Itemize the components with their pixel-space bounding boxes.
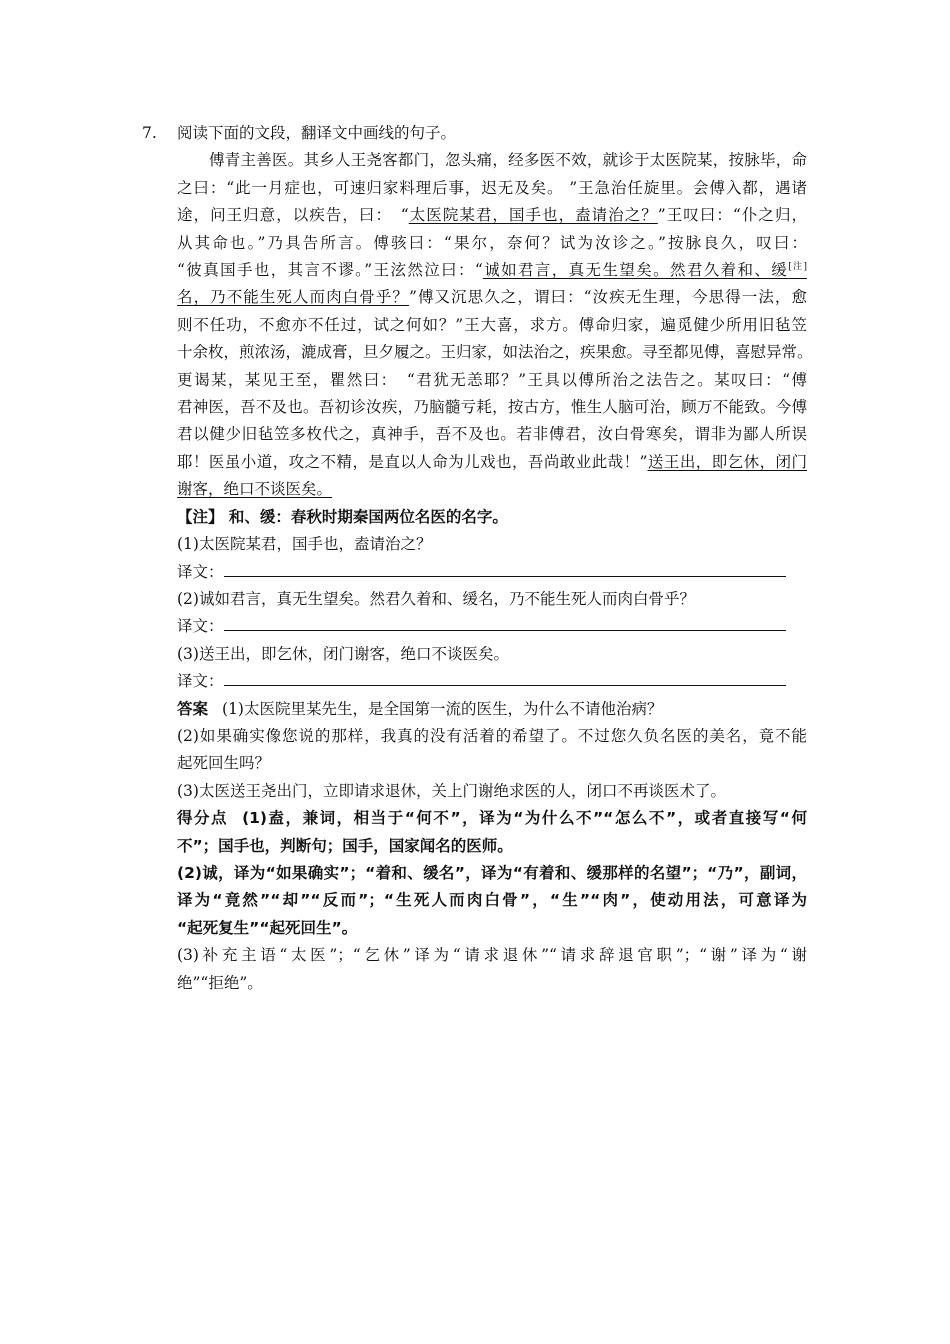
passage-line: 名，乃不能生死人而肉白骨乎？”傅又沉思久之，谓曰：“汝疾无生理，今思得一法，愈 [177,288,807,307]
question-content [177,120,813,997]
underlined-sentence-2: 诚如君言，真无生望矣。然君久着和、缓[注] [482,261,807,280]
passage-line: “彼真国手也，其言不谬。”王泫然泣曰：“诚如君言，真无生望矣。然君久着和、缓[注] [177,261,807,280]
passage-line [177,476,807,503]
underlined-sentence-2-cont: 名，乃不能生死人而肉白骨乎？ [177,288,409,307]
passage-line: 君以健少旧毡笠多枚代之，真神手，吾不及也。若非傅君，汝白骨寒矣，谓非为鄙人所误 [177,425,807,444]
scoring-1: 得分点 (1)盍，兼词，相当于“何不”，译为“为什么不”“怎么不”，或者直接写“何 [177,809,807,828]
passage-line: 之曰：“此一月症也，可速归家料理后事，迟无及矣。 ”王急治任旋里。会傅入都，遇诸 [177,178,807,197]
passage-line: 则不任功，不愈亦不任过，试之何如？”王大喜，求方。傅命归家，遍觅健少所用旧毡笠 [177,315,807,334]
scoring-2: (2)诚，译为“如果确实”；“着和、缓名”，译为“有着和、缓那样的名望”；“乃”，副词， [177,863,807,882]
answer-3: (3)太医送王尧出门，立即请求退休，关上门谢绝求医的人，闭口不再谈医术了。 [177,781,726,800]
answer-blank-2[interactable] [224,616,786,631]
passage-line: 耶！医虽小道，攻之不精，是直以人命为儿戏也，吾尚敢业此哉！”送王出，即乞休，闭门 [177,452,807,471]
scoring-label: 得分点 [177,809,229,828]
scoring-2-cont: 译为“竟然”“却”“反而”；“生死人而肉白骨”，“生”“肉”，使动用法，可意译为 [177,891,807,910]
answer-blank-1[interactable] [224,562,786,577]
answer-blank-3[interactable] [224,671,786,686]
translation-row-3: 译文： [177,668,807,695]
item-question-2: (2)诚如君言，真无生望矣。然君久着和、缓名，乃不能生死人而肉白骨乎？ [177,589,695,608]
answer-1: 答案 (1)太医院里某先生，是全国第一流的医生，为什么不请他治病？ [177,699,663,718]
passage-line: 从其命也。”乃具告所言。傅骇曰：“果尔，奈何？试为汝诊之。”按脉良久，叹曰： [177,233,807,252]
answer-2-cont: 起死回生吗？ [177,754,271,773]
underlined-sentence-1: 太医院某君，国手也，盍请治之？ [408,206,658,225]
translation-row-1: 译文： [177,559,807,586]
footnote: 【注】 和、缓：春秋时期秦国两位名医的名字。 [177,507,508,526]
scoring-2-cont2: “起死复生”“起死回生”。 [177,918,358,937]
passage-line: 十余枚，煎浓汤，漉成膏，旦夕履之。王归家，如法治之，疾果愈。寻至都见傅，喜慰异常。 [177,343,813,362]
translation-row-2: 译文： [177,613,807,640]
passage-line: 傅青主善医。其乡人王尧客都门，忽头痛，经多医不效，就诊于太医院某，按脉毕，命 [209,151,807,170]
passage-line: 途，问王归意，以疾告，曰： “太医院某君，国手也，盍请治之？”王叹曰：“仆之归， [177,206,807,225]
passage [177,147,813,503]
item-question-1: (1)太医院某君，国手也，盍请治之？ [177,535,432,554]
question-number: 7. [142,124,157,142]
passage-line: 更谒某，某见王至，瞿然曰： “君犹无恙耶？”王具以傅所治之法告之。某叹曰：“傅 [177,370,807,389]
note-marker: [注] [788,261,807,272]
item-question-3: (3)送王出，即乞休，闭门谢客，绝口不谈医矣。 [177,644,509,663]
underlined-sentence-3: 送王出，即乞休，闭门 [647,452,807,471]
passage-line: 君神医，吾不及也。吾初诊汝疾，乃脑髓亏耗，按古方，惟生人脑可治，顾万不能致。今傅 [177,398,807,417]
scoring-1-cont: 不”；国手也，判断句；国手，国家闻名的医师。 [177,836,513,855]
scoring-3: (3)补充主语“太医”；“乞休”译为“请求退休”“请求辞退官职”；“谢”译为“谢 [177,946,807,965]
scoring-3-cont: 绝”“拒绝”。 [177,973,263,992]
underlined-sentence-3-cont: 谢客，绝口不谈医矣。 [177,480,333,499]
question-prompt: 阅读下面的文段，翻译文中画线的句子。 [177,124,457,142]
answer-label: 答案 [177,699,209,718]
answer-2: (2)如果确实像您说的那样，我真的没有活着的希望了。不过您久负名医的美名，竟不能 [177,726,807,745]
